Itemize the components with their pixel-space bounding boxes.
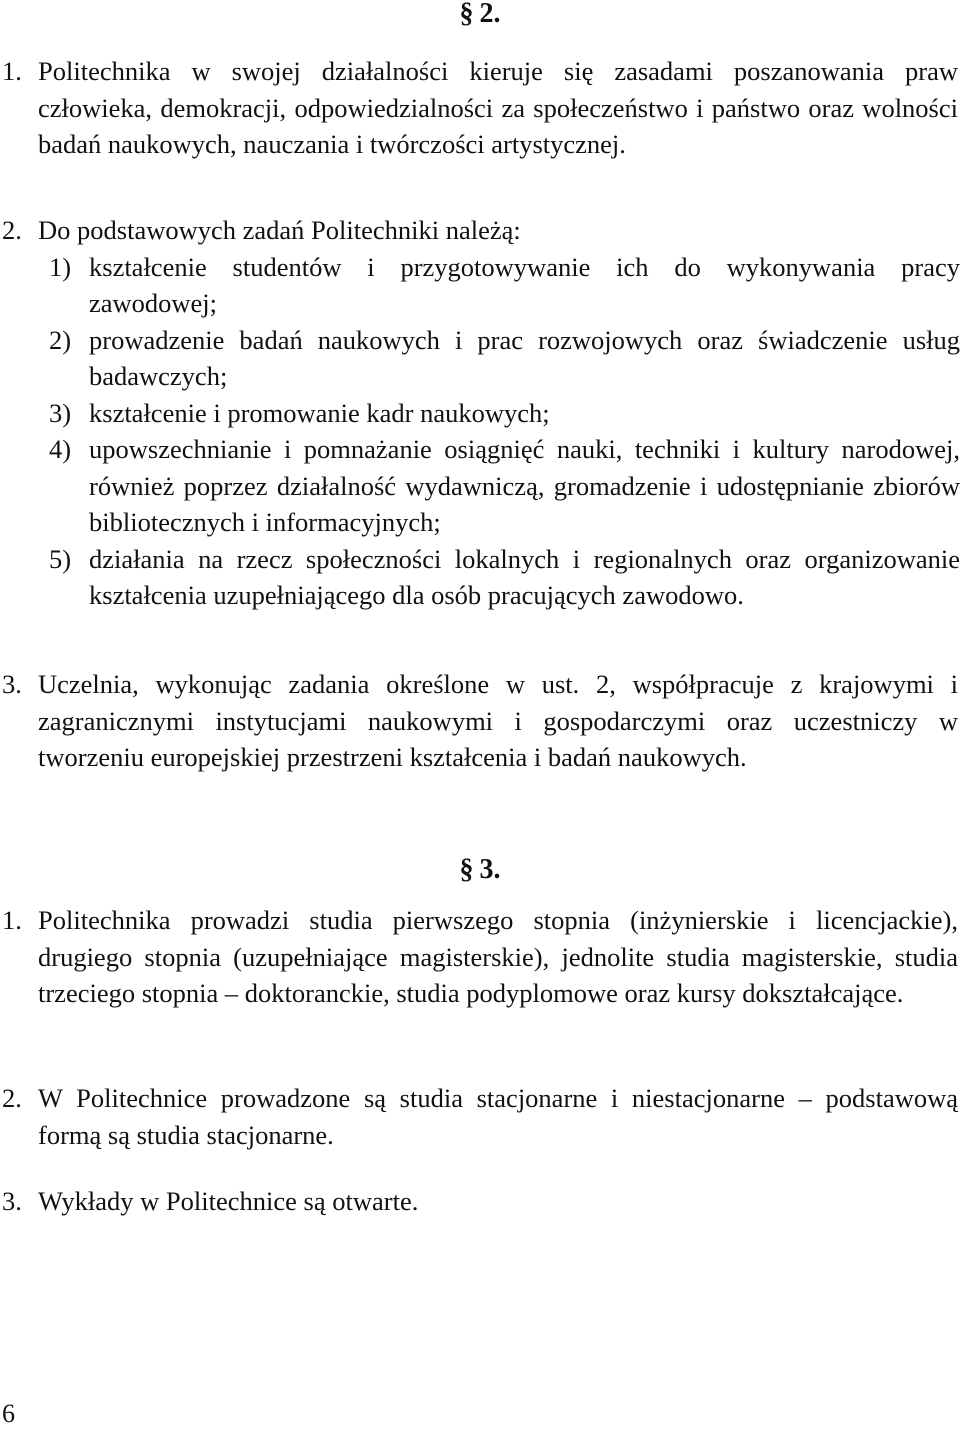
list-item-text: prowadzenie badań naukowych i prac rozwojowych oraz świadczenie usług badawczych; xyxy=(89,324,960,391)
list-item-text: kształcenie studentów i przygotowywanie ich do wykonywania pracy zawodowej; xyxy=(89,251,960,318)
paragraph-text: Politechnika w swojej działalności kieruje się zasadami poszanowania praw człowieka, demokracji, odpowiedzialności za społeczeństwo i państwo oraz wolności badań naukowych, nauczania i twórczości artystycznej. xyxy=(38,56,958,159)
paragraph-3-1 xyxy=(0,902,960,1012)
list-item-text: działania na rzecz społeczności lokalnych i regionalnych oraz organizowanie kształcenia uzupełniającego dla osób pracujących zawodowo. xyxy=(89,543,960,610)
paragraph-text: Uczelnia, wykonując zadania określone w ust. 2, współpracuje z krajowymi i zagranicznymi instytucjami naukowymi i gospodarczymi oraz uczestniczy w tworzeniu europejskiej przestrzeni kształcenia i badań naukowych. xyxy=(38,669,958,772)
paragraph-2-2 xyxy=(0,212,960,614)
paragraph-number: 3. xyxy=(2,669,22,699)
paragraph-number: 1. xyxy=(2,905,22,935)
paragraph-text: W Politechnice prowadzone są studia stacjonarne i niestacjonarne – podstawową formą są studia stacjonarne. xyxy=(38,1083,958,1150)
section-number: 3. xyxy=(479,854,501,885)
list-item-number: 1) xyxy=(49,251,72,282)
paragraph-text: Politechnika prowadzi studia pierwszego stopnia (inżynierskie i licencjackie), drugiego stopnia (uzupełniające magisterskie), jednolite studia magisterskie, studia trzeciego stopnia – doktoranckie, studia podyplomowe oraz kursy dokształcające. xyxy=(38,905,958,1008)
list-item-number: 2) xyxy=(49,324,72,355)
paragraph-3-2 xyxy=(0,1080,960,1153)
list-item xyxy=(0,249,960,322)
paragraph-3-3 xyxy=(0,1183,960,1220)
paragraph-text: Wykłady w Politechnice są otwarte. xyxy=(38,1186,419,1216)
list-item xyxy=(0,322,960,395)
section-sign: § xyxy=(459,0,474,29)
paragraph-number: 2. xyxy=(2,215,22,245)
paragraph-2-3 xyxy=(0,666,960,776)
list-item xyxy=(0,541,960,614)
list-item-text: kształcenie i promowanie kadr naukowych; xyxy=(89,397,550,428)
section-heading-2 xyxy=(0,0,960,32)
list-item xyxy=(0,395,960,432)
page-number: 6 xyxy=(2,1399,15,1428)
list-item-number: 4) xyxy=(49,434,72,464)
list-item-number: 3) xyxy=(49,397,72,428)
task-list xyxy=(0,249,960,614)
paragraph-number: 3. xyxy=(2,1186,22,1216)
list-item-text: upowszechnianie i pomnażanie osiągnięć nauki, techniki i kultury narodowej, również poprzez działalność wydawniczą, gromadzenie i udostępnianie zbiorów bibliotecznych i informacyjnych; xyxy=(89,434,960,537)
section-heading-3 xyxy=(0,852,960,888)
section-number: 2. xyxy=(479,0,501,29)
paragraph-number: 2. xyxy=(2,1083,22,1113)
list-item-number: 5) xyxy=(49,543,72,574)
paragraph-number: 1. xyxy=(2,56,22,86)
list-item xyxy=(0,431,960,541)
section-sign: § xyxy=(459,854,474,885)
paragraph-2-1 xyxy=(0,53,960,163)
paragraph-text: Do podstawowych zadań Politechniki należą: xyxy=(38,215,521,245)
